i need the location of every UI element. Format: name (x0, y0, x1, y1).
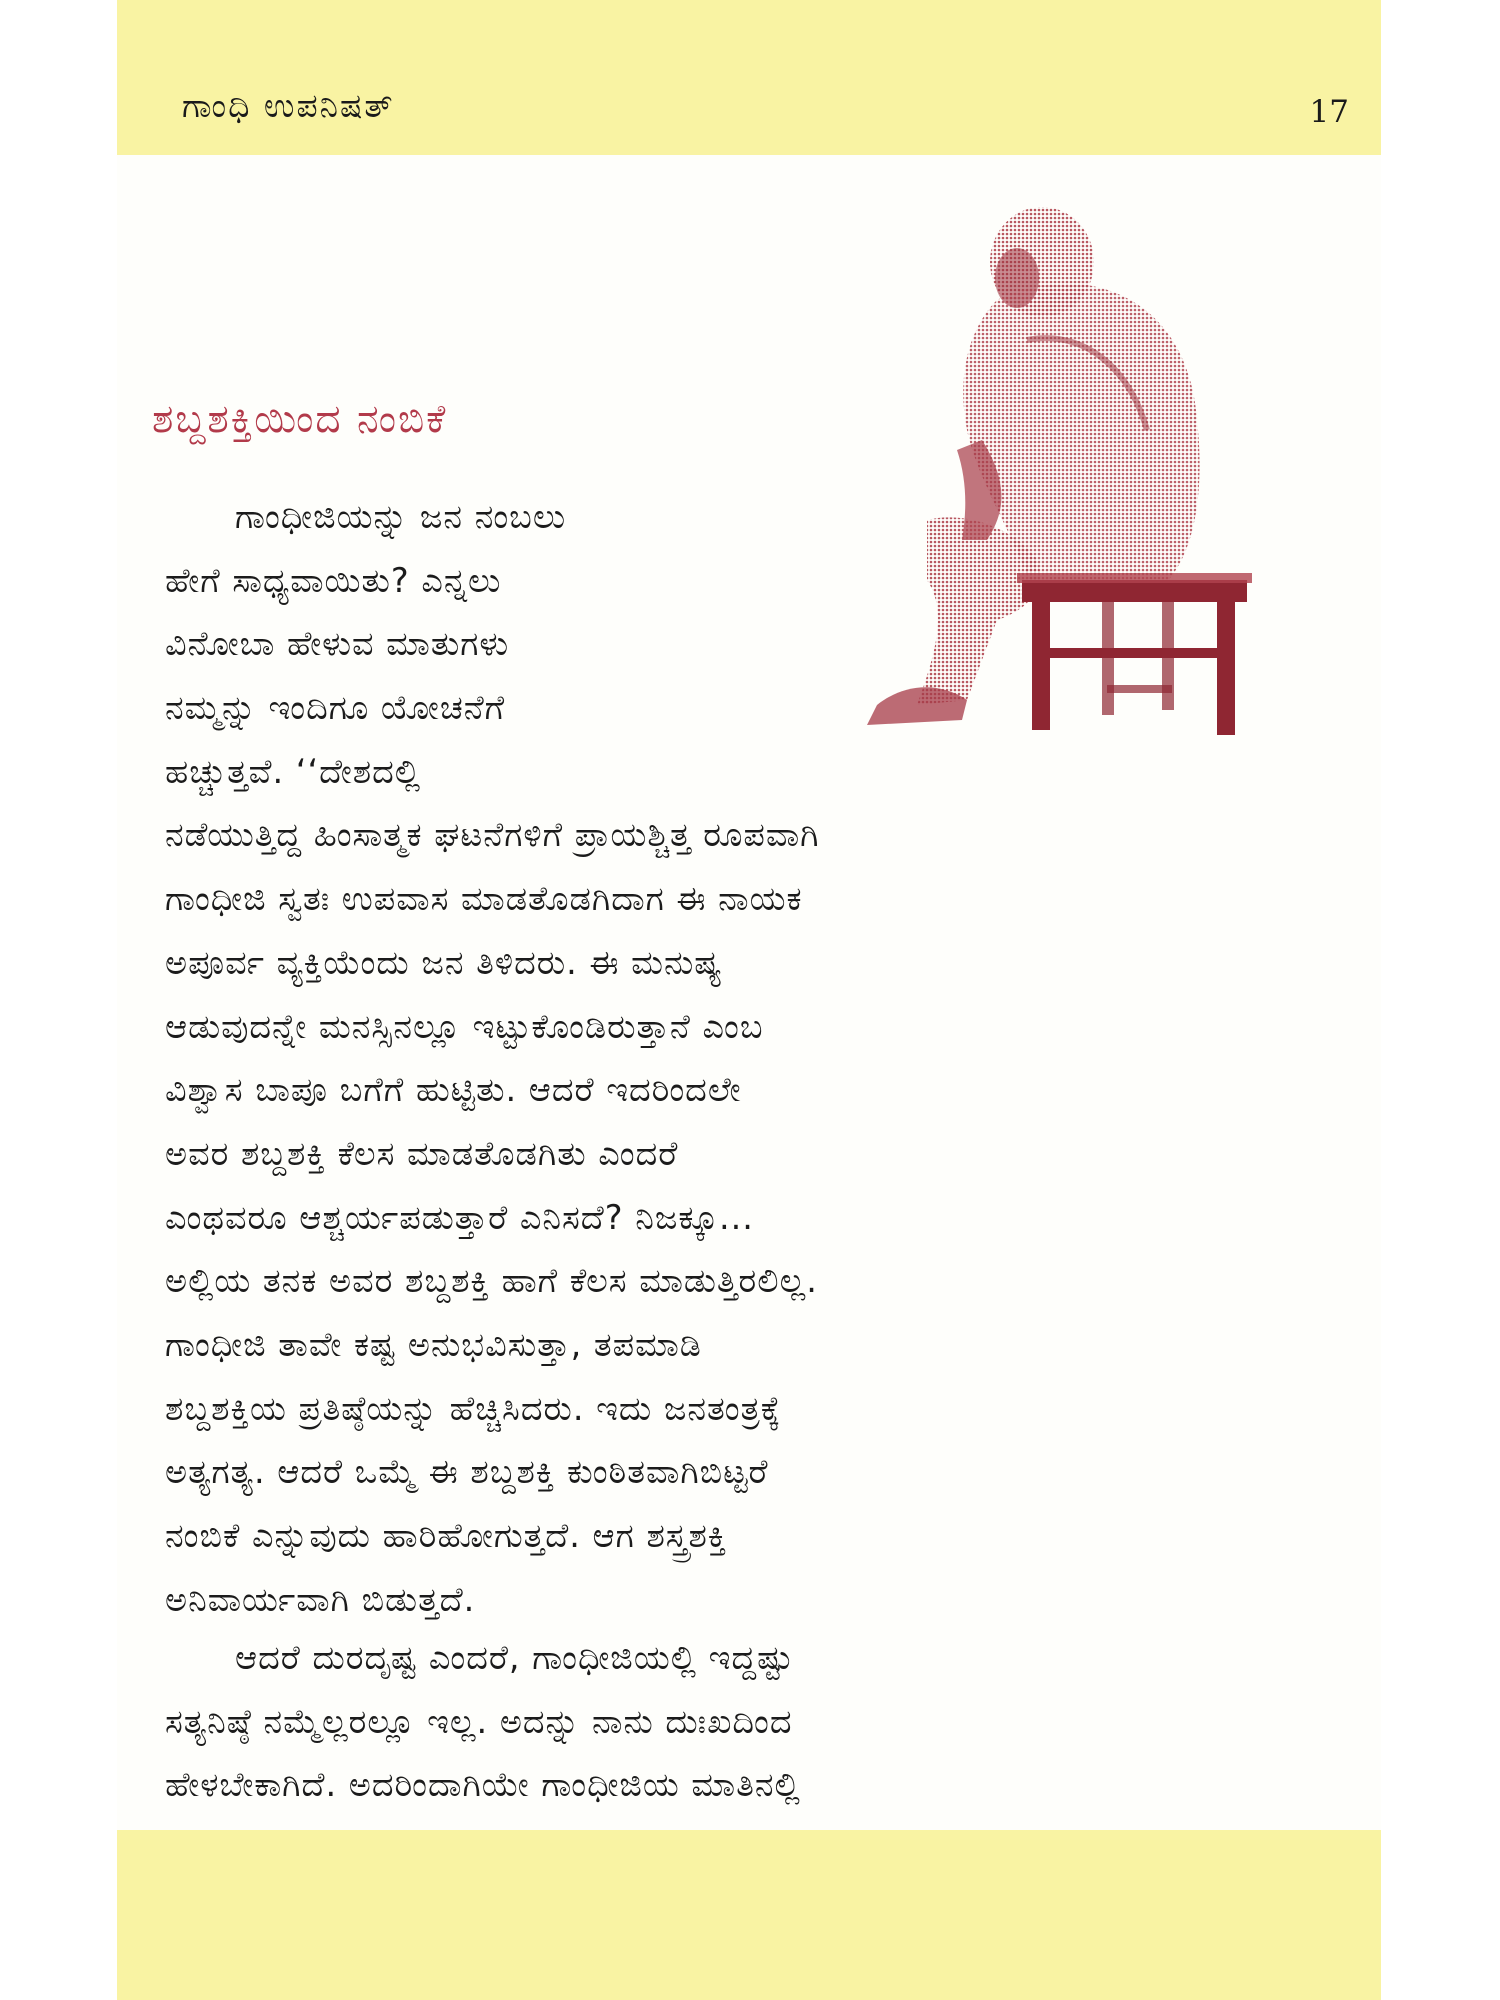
text-line: ಎಂಥವರೂ ಆಶ್ಚರ್ಯಪಡುತ್ತಾರೆ ಎನಿಸದೆ? ನಿಜಕ್ಕೂ... (165, 1197, 754, 1237)
text-line: ಗಾಂಧೀಜಿ ತಾವೇ ಕಷ್ಟ ಅನುಭವಿಸುತ್ತಾ, ತಪಮಾಡಿ (165, 1324, 702, 1364)
text-line: ವಿನೋಬಾ ಹೇಳುವ ಮಾತುಗಳು (165, 624, 510, 664)
text-line: ಅಪೂರ್ವ ವ್ಯಕ್ತಿಯೆಂದು ಜನ ತಿಳಿದರು. ಈ ಮನುಷ್ಯ (165, 942, 723, 982)
paragraph-1 (165, 485, 1360, 1631)
text-line: ನಡೆಯುತ್ತಿದ್ದ ಹಿಂಸಾತ್ಮಕ ಘಟನೆಗಳಿಗೆ ಪ್ರಾಯಶ್ಚಿತ್ತ ರೂಪವಾಗಿ (165, 815, 820, 855)
text-line: ಹೇಗೆ ಸಾಧ್ಯವಾಯಿತು? ಎನ್ನಲು (165, 560, 502, 600)
section-heading: ಶಬ್ದಶಕ್ತಿಯಿಂದ ನಂಬಿಕೆ (152, 397, 448, 442)
page-footer (117, 1830, 1381, 2000)
text-line: ಗಾಂಧೀಜಿಯನ್ನು ಜನ ನಂಬಲು (235, 497, 567, 536)
paragraph-2 (165, 1626, 1360, 1817)
book-page (117, 0, 1381, 2000)
text-line: ಶಬ್ದಶಕ್ತಿಯ ಪ್ರತಿಷ್ಠೆಯನ್ನು ಹೆಚ್ಚಿಸಿದರು. ಇದು ಜನತಂತ್ರಕ್ಕೆ (165, 1388, 782, 1428)
text-line: ಅತ್ಯಗತ್ಯ. ಆದರೆ ಒಮ್ಮೆ ಈ ಶಬ್ದಶಕ್ತಿ ಕುಂಠಿತವಾಗಿಬಿಟ್ಟರೆ (165, 1452, 769, 1492)
text-line: ಅಲ್ಲಿಯ ತನಕ ಅವರ ಶಬ್ದಶಕ್ತಿ ಹಾಗೆ ಕೆಲಸ ಮಾಡುತ್ತಿರಲಿಲ್ಲ. (165, 1261, 818, 1301)
page-number: 17 (1309, 94, 1349, 130)
text-line: ಆಡುವುದನ್ನೇ ಮನಸ್ಸಿನಲ್ಲೂ ಇಟ್ಟುಕೊಂಡಿರುತ್ತಾನೆ ಎಂಬ (165, 1006, 764, 1046)
text-line: ಅವರ ಶಬ್ದಶಕ್ತಿ ಕೆಲಸ ಮಾಡತೊಡಗಿತು ಎಂದರೆ (165, 1133, 679, 1173)
page-header (117, 0, 1381, 155)
text-line: ನಮ್ಮನ್ನು ಇಂದಿಗೂ ಯೋಚನೆಗೆ (165, 688, 506, 728)
text-line: ಹೇಳಬೇಕಾಗಿದೆ. ಅದರಿಂದಾಗಿಯೇ ಗಾಂಧೀಜಿಯ ಮಾತಿನಲ್ಲಿ (165, 1765, 801, 1805)
text-line: ಸತ್ಯನಿಷ್ಠೆ ನಮ್ಮೆಲ್ಲರಲ್ಲೂ ಇಲ್ಲ. ಅದನ್ನು ನಾನು ದುಃಖದಿಂದ (165, 1701, 793, 1741)
text-line: ನಂಬಿಕೆ ಎನ್ನುವುದು ಹಾರಿಹೋಗುತ್ತದೆ. ಆಗ ಶಸ್ತ್ರಶಕ್ತಿ (165, 1516, 728, 1555)
text-line: ಆದರೆ ದುರದೃಷ್ಟ ಎಂದರೆ, ಗಾಂಧೀಜಿಯಲ್ಲಿ ಇದ್ದಷ್ಟು (235, 1638, 794, 1677)
running-title: ಗಾಂಧಿ ಉಪನಿಷತ್ (182, 86, 395, 125)
text-line: ಅನಿವಾರ್ಯವಾಗಿ ಬಿಡುತ್ತದೆ. (165, 1579, 476, 1619)
text-line: ಗಾಂಧೀಜಿ ಸ್ವತಃ ಉಪವಾಸ ಮಾಡತೊಡಗಿದಾಗ ಈ ನಾಯಕ (165, 879, 803, 919)
text-line: ವಿಶ್ವಾಸ ಬಾಪೂ ಬಗೆಗೆ ಹುಟ್ಟಿತು. ಆದರೆ ಇದರಿಂದಲೇ (165, 1070, 742, 1110)
text-line: ಹಚ್ಚುತ್ತವೆ. ‘‘ದೇಶದಲ್ಲಿ (165, 751, 422, 791)
